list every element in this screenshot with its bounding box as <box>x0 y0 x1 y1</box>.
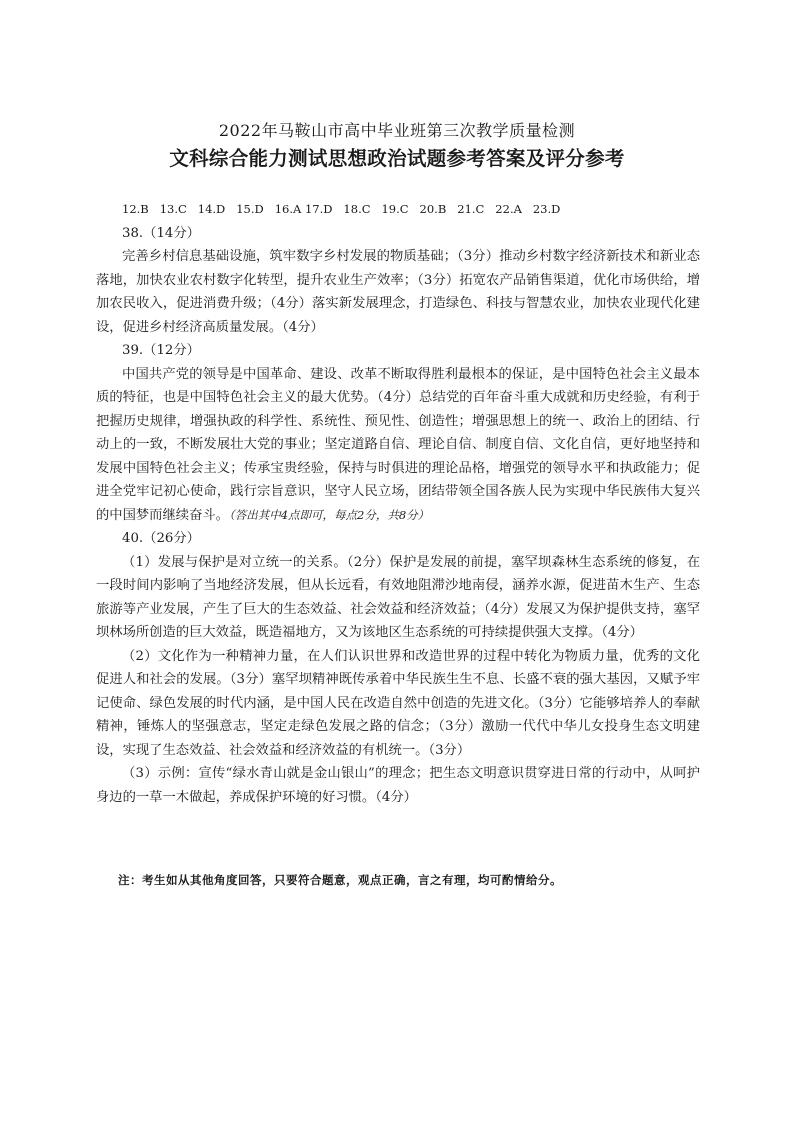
question-38-number: 38.（14分） <box>122 225 200 241</box>
question-40-part-1: （1）发展与保护是对立统一的关系。（2分）保护是发展的前提，塞罕坝森林生态系统的修复，在一段时间内影响了当地经济发展，但从长远看，有效地阻滞沙地南侵，涵养水源，促进苗木生产、生态旅游等产业发展，产生了巨大的生态效益、社会效益和经济效益；（4分）发展又为保护提供支持，塞罕坝林场所创造的巨大效益，既造福地方，又为该地区生态系统的可持续提供强大支撑。（4分） <box>96 554 700 640</box>
question-38-answer: 完善乡村信息基础设施，筑牢数字乡村发展的物质基础；（3分）推动乡村数字经济新技术和新业态落地，加快农业农村数字化转型，提升农业生产效率；（3分）拓宽农产品销售渠道，优化市场供给，增加农民收入，促进消费升级；（4分）落实新发展理念，打造绿色、科技与智慧农业，加快农业现代化建设，促进乡村经济高质量发展。（4分） <box>96 249 700 335</box>
document-subtitle: 文科综合能力测试思想政治试题参考答案及评分参考 <box>169 147 625 170</box>
choice-answers: 12.B 13.C 14.D 15.D 16.A 17.D 18.C 19.C 20.B 21.C 22.A 23.D <box>122 202 561 216</box>
footer-note: 注：考生如从其他角度回答，只要符合题意，观点正确，言之有理，均可酌情给分。 <box>118 873 562 887</box>
answer-content <box>96 198 700 809</box>
exam-title: 2022年马鞍山市高中毕业班第三次教学质量检测 <box>218 121 576 140</box>
question-39-answer <box>96 363 700 528</box>
question-39-answer-text: 中国共产党的领导是中国革命、建设、改革不断取得胜利最根本的保证，是中国特色社会主义最本质的特征，也是中国特色社会主义的最大优势。（4分）总结党的百年奋斗重大成就和历史经验，有利于把握历史规律，增强执政的科学性、系统性、预见性、创造性；增强思想上的统一、政治上的团结、行动上的一致，不断发展壮大党的事业；坚定道路自信、理论自信、制度自信、文化自信，更好地坚持和发展中国特色社会主义；传承宝贵经验，保持与时俱进的理论品格，增强党的领导水平和执政能力；促进全党牢记初心使命，践行宗旨意识，坚守人民立场，团结带领全国各族人民为实现中华民族伟大复兴的中国梦而继续奋斗。 <box>96 366 700 523</box>
question-39-scoring-note: （答出其中4点即可，每点2分，共8分） <box>228 507 430 522</box>
question-40-part-3: （3）示例：宣传“绿水青山就是金山银山”的理念；把生态文明意识贯穿进日常的行动中，从呵护身边的一草一木做起，养成保护环境的好习惯。（4分） <box>96 766 700 805</box>
question-40-number: 40.（26分） <box>122 531 200 546</box>
question-40-part-2: （2）文化作为一种精神力量，在人们认识世界和改造世界的过程中转化为物质力量，优秀的文化促进人和社会的发展。（3分）塞罕坝精神既传承着中华民族生生不息、长盛不衰的强大基因，又赋予牢记使命、绿色发展的时代内涵，是中国人民在改造自然中创造的先进文化。（3分）它能够培养人的奉献精神，锤炼人的坚强意志，坚定走绿色发展之路的信念；（3分）激励一代代中华儿女投身生态文明建设，实现了生态效益、社会效益和经济效益的有机统一。（3分） <box>96 648 700 758</box>
question-39-number: 39.（12分） <box>122 343 200 358</box>
